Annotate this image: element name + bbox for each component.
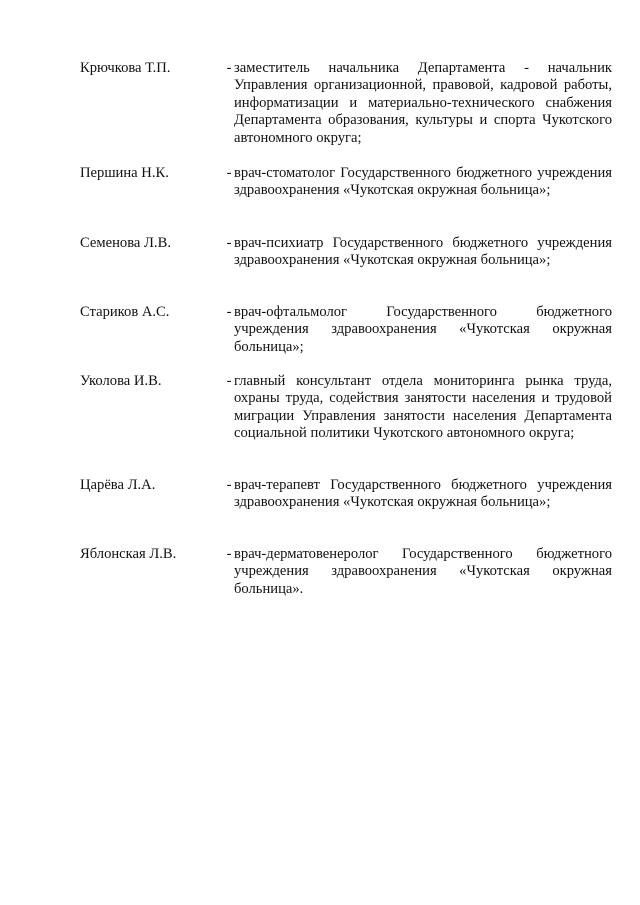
member-name: Стариков А.С. (80, 304, 170, 320)
separator-dash: - (226, 477, 232, 493)
separator-dash: - (226, 235, 232, 251)
member-name: Семенова Л.В. (80, 235, 171, 251)
separator-dash: - (226, 546, 232, 562)
separator-dash: - (226, 373, 232, 389)
separator-dash: - (226, 60, 232, 76)
member-position: врач-терапевт Государственного бюджетного учреждения здравоохранения «Чукотская окружная больница»; (234, 477, 612, 511)
member-position: заместитель начальника Департамента - начальник Управления организационной, правовой, кадровой работы, информатизации и материально-технического снабжения Департамента образования, культуры и спорта Чукотского автономного округа; (234, 60, 612, 146)
separator-dash: - (226, 165, 232, 181)
member-name: Крючкова Т.П. (80, 60, 171, 76)
member-position: врач-стоматолог Государственного бюджетного учреждения здравоохранения «Чукотская окружная больница»; (234, 165, 612, 199)
member-name: Уколова И.В. (80, 373, 162, 389)
member-position: врач-офтальмолог Государственного бюджетного учреждения здравоохранения «Чукотская окружная больница»; (234, 304, 612, 355)
separator-dash: - (226, 304, 232, 320)
member-position: врач-психиатр Государственного бюджетного учреждения здравоохранения «Чукотская окружная больница»; (234, 235, 612, 269)
member-name: Царёва Л.А. (80, 477, 156, 493)
member-position: врач-дерматовенеролог Государственного бюджетного учреждения здравоохранения «Чукотская окружная больница». (234, 546, 612, 597)
member-name: Яблонская Л.В. (80, 546, 177, 562)
member-name: Першина Н.К. (80, 165, 169, 181)
member-position: главный консультант отдела мониторинга рынка труда, охраны труда, содействия занятости населения и трудовой миграции Управления занятости населения Департамента социальной политики Чукотского автономного округа; (234, 373, 612, 442)
